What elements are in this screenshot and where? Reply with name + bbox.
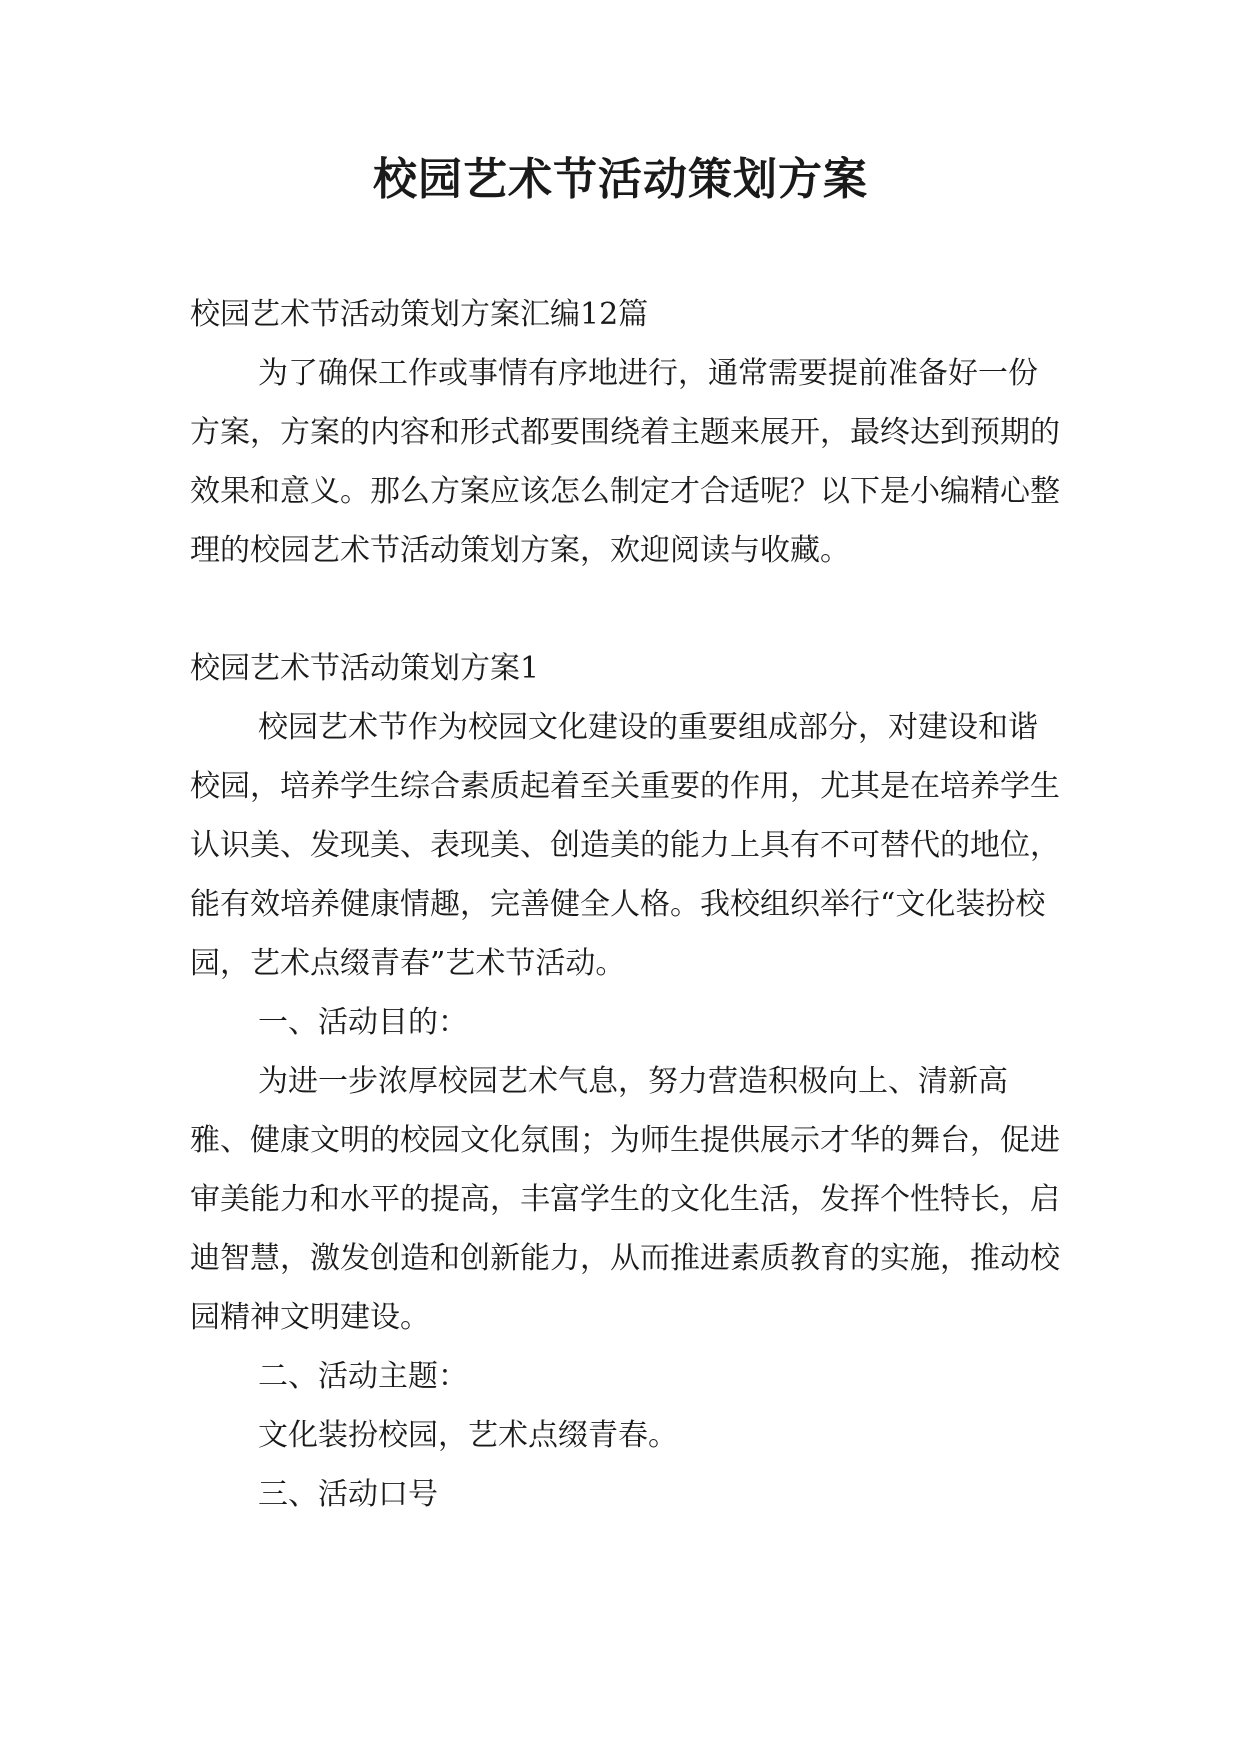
document-body xyxy=(190,285,1062,1524)
theme-heading: 二、活动主题： xyxy=(258,1359,468,1394)
slogan-heading: 三、活动口号 xyxy=(258,1477,438,1512)
section-heading: 校园艺术节活动策划方案1 xyxy=(190,651,540,686)
intro-paragraph: 为了确保工作或事情有序地进行，通常需要提前准备好一份方案，方案的内容和形式都要围绕着主题来展开，最终达到预期的效果和意义。那么方案应该怎么制定才合适呢？以下是小编精心整理的校园艺术节活动策划方案，欢迎阅读与收藏。 xyxy=(190,356,1060,568)
theme-paragraph: 文化装扮校园，艺术点缀青春。 xyxy=(258,1418,678,1453)
document-title: 校园艺术节活动策划方案 xyxy=(373,154,868,205)
section-paragraph: 校园艺术节作为校园文化建设的重要组成部分，对建设和谐校园，培养学生综合素质起着至关重要的作用，尤其是在培养学生认识美、发现美、表现美、创造美的能力上具有不可替代的地位，能有效培养健康情趣，完善健全人格。我校组织举行“文化装扮校园，艺术点缀青春”艺术节活动。 xyxy=(190,710,1060,981)
purpose-paragraph: 为进一步浓厚校园艺术气息，努力营造积极向上、清新高雅、健康文明的校园文化氛围；为师生提供展示才华的舞台，促进审美能力和水平的提高，丰富学生的文化生活，发挥个性特长，启迪智慧，激发创造和创新能力，从而推进素质教育的实施，推动校园精神文明建设。 xyxy=(190,1064,1060,1335)
purpose-heading: 一、活动目的： xyxy=(258,1005,468,1040)
collection-subtitle: 校园艺术节活动策划方案汇编12篇 xyxy=(190,297,649,332)
